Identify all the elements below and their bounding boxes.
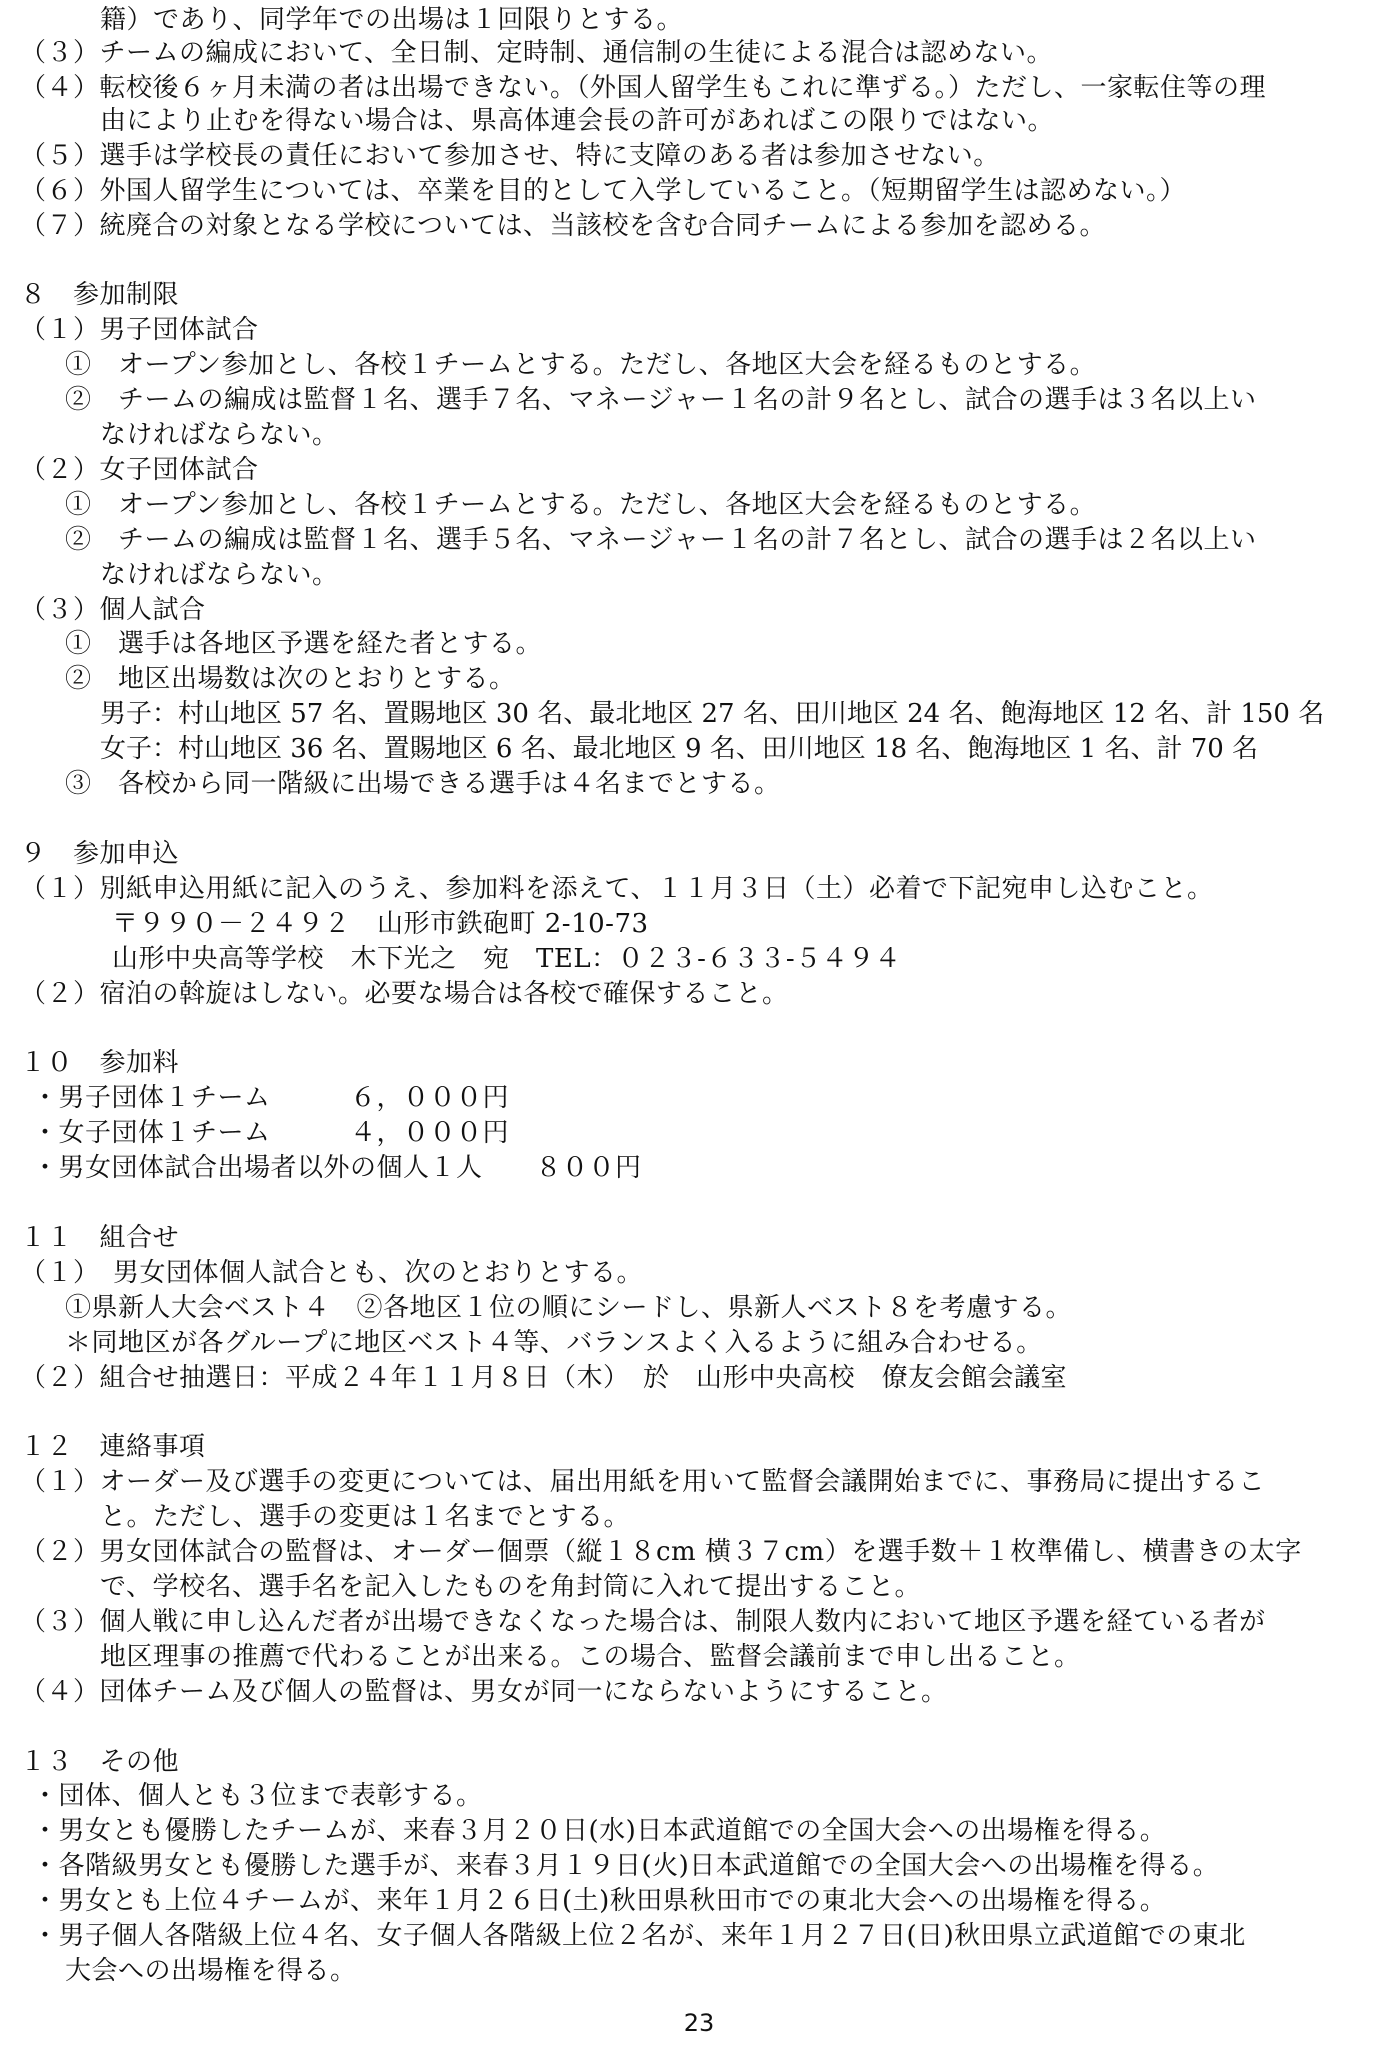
fee-item: ・女子団体１チーム ４，０００円 [32, 1118, 510, 1149]
quota-female: 女子：村山地区 36 名、置賜地区 6 名、最北地区 9 名、田川地区 18 名、飽海地区 1 名、計 70 名 [100, 734, 1259, 765]
text-line: なければならない。 [100, 419, 339, 450]
text-line: 由により止むを得ない場合は、県高体連会長の許可があればこの限りではない。 [100, 105, 1055, 136]
text-line: ① オープン参加とし、各校１チームとする。ただし、各地区大会を経るものとする。 [65, 350, 1097, 381]
section-heading: １１ 組合せ [20, 1222, 180, 1253]
text-line: （３）チームの編成において、全日制、定時制、通信制の生徒による混合は認めない。 [20, 37, 1053, 68]
text-line: と。ただし、選手の変更は１名までとする。 [100, 1502, 631, 1533]
text-line: （４）転校後６ヶ月未満の者は出場できない。（外国人留学生もこれに準ずる。）ただし、一家転住等の理 [20, 72, 1267, 103]
list-item: ・団体、個人とも３位まで表彰する。 [32, 1781, 483, 1812]
text-line: （２）組合せ抽選日：平成２４年１１月８日（木） 於 山形中央高校 僚友会館会議室 [20, 1362, 1068, 1393]
text-line: 地区理事の推薦で代わることが出来る。この場合、監督会議前まで申し出ること。 [100, 1641, 1081, 1672]
subsection-heading: （１）男子団体試合 [20, 315, 259, 346]
text-line: ② チームの編成は監督１名、選手７名、マネージャー１名の計９名とし、試合の選手は３名以上い [65, 385, 1257, 415]
text-line: （１） 男女団体個人試合とも、次のとおりとする。 [20, 1257, 644, 1288]
fee-item: ・男女団体試合出場者以外の個人１人 ８００円 [32, 1153, 642, 1184]
text-line: （１）別紙申込用紙に記入のうえ、参加料を添えて、１１月３日（土）必着で下記宛申し込むこと。 [20, 873, 1214, 904]
list-item: ・各階級男女とも優勝した選手が、来春３月１９日(火)日本武道館での全国大会への出場権を得る。 [32, 1851, 1220, 1882]
fee-item: ・男子団体１チーム ６，０００円 [32, 1083, 510, 1114]
text-line: （１）オーダー及び選手の変更については、届出用紙を用いて監督会議開始までに、事務局に提出するこ [20, 1467, 1265, 1498]
text-line: （４）団体チーム及び個人の監督は、男女が同一にならないようにすること。 [20, 1676, 948, 1707]
subsection-heading: （２）女子団体試合 [20, 454, 259, 485]
text-line: で、学校名、選手名を記入したものを角封筒に入れて提出すること。 [100, 1572, 921, 1602]
section-heading: １２ 連絡事項 [20, 1432, 206, 1463]
list-item: ・男子個人各階級上位４名、女子個人各階級上位２名が、来年１月２７日(日)秋田県立武道館での東北 [32, 1921, 1246, 1952]
text-line: ③ 各校から同一階級に出場できる選手は４名までとする。 [65, 769, 781, 799]
section-heading: １０ 参加料 [20, 1048, 180, 1079]
list-item: 大会への出場権を得る。 [65, 1956, 357, 1986]
section-heading: ９ 参加申込 [20, 838, 180, 869]
text-line: ＊同地区が各グループに地区ベスト４等、バランスよく入るように組み合わせる。 [65, 1327, 1043, 1358]
list-item: ・男女とも優勝したチームが、来春３月２０日(水)日本武道館での全国大会への出場権を得る。 [32, 1816, 1167, 1847]
text-line: ② 地区出場数は次のとおりとする。 [65, 664, 516, 695]
section-heading: ８ 参加制限 [20, 280, 180, 311]
text-line: ①県新人大会ベスト４ ②各地区１位の順にシードし、県新人ベスト８を考慮する。 [65, 1292, 1073, 1323]
text-line: ② チームの編成は監督１名、選手５名、マネージャー１名の計７名とし、試合の選手は２名以上い [65, 524, 1257, 555]
text-line: （６）外国人留学生については、卒業を目的として入学していること。（短期留学生は認めない。） [20, 175, 1186, 206]
address-line: 〒９９０－２４９２ 山形市鉄砲町 2-10-73 [112, 908, 649, 939]
text-line: （５）選手は学校長の責任において参加させ、特に支障のある者は参加させない。 [20, 140, 1000, 171]
text-line: ① オープン参加とし、各校１チームとする。ただし、各地区大会を経るものとする。 [65, 489, 1097, 520]
page-number: 23 [683, 2009, 715, 2037]
text-line: 籍）であり、同学年での出場は１回限りとする。 [100, 4, 684, 35]
subsection-heading: （３）個人試合 [20, 594, 206, 625]
text-line: （２）男女団体試合の監督は、オーダー個票（縦１８cm 横３７cm）を選手数＋１枚準備し、横書きの太字 [20, 1537, 1302, 1568]
text-line: ① 選手は各地区予選を経た者とする。 [65, 629, 543, 660]
text-line: （７）統廃合の対象となる学校については、当該校を含む合同チームによる参加を認める。 [20, 210, 1106, 241]
text-line: （２）宿泊の斡旋はしない。必要な場合は各校で確保すること。 [20, 978, 789, 1009]
quota-male: 男子：村山地区 57 名、置賜地区 30 名、最北地区 27 名、田川地区 24 名、飽海地区 12 名、計 150 名 [100, 699, 1325, 730]
list-item: ・男女とも上位４チームが、来年１月２６日(土)秋田県秋田市での東北大会への出場権を得る。 [32, 1886, 1167, 1917]
address-line: 山形中央高等学校 木下光之 宛 TEL：０２３-６３３-５４９４ [112, 943, 902, 974]
text-line: なければならない。 [100, 559, 339, 590]
text-line: （３）個人戦に申し込んだ者が出場できなくなった場合は、制限人数内において地区予選を経ている者が [20, 1606, 1266, 1637]
section-heading: １３ その他 [20, 1746, 180, 1777]
